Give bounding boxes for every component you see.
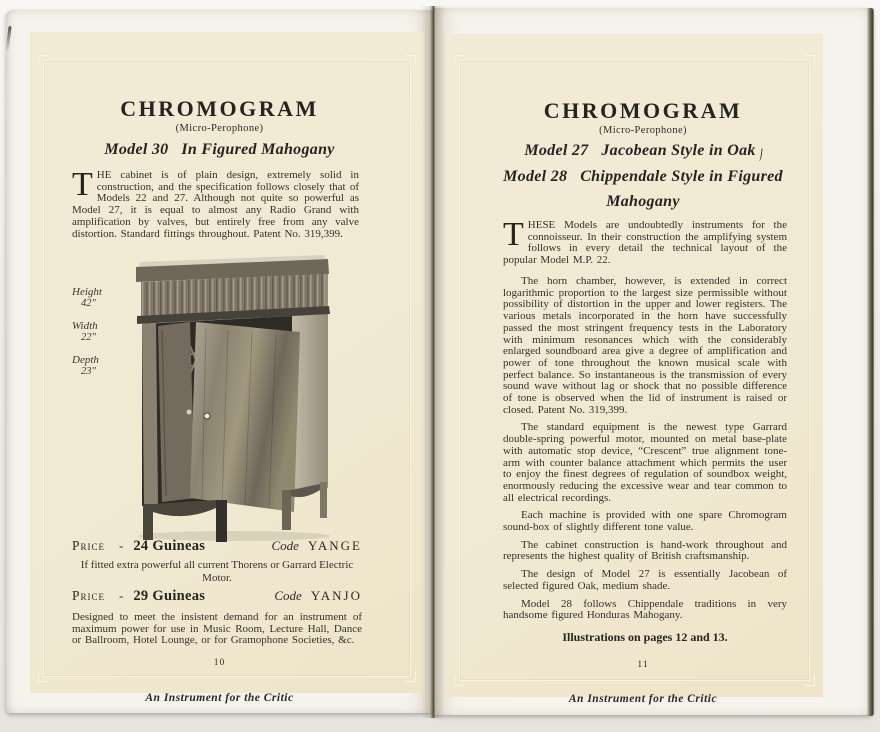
price-amount: 24 Guineas [133, 538, 206, 554]
dimension-label: Depth [72, 354, 99, 366]
paragraph: The cabinet construction is hand-work throughout and represents the highest quality of British craftsmanship. [503, 538, 787, 563]
dimension-value: 42" [81, 298, 96, 309]
page-title: CHROMOGRAM [120, 96, 319, 121]
drop-cap: T [72, 166, 93, 203]
model-heading: Model 30 In Figured Mahogany [104, 141, 335, 158]
frame-corner-ornament [804, 675, 815, 686]
booklet-left-page [6, 10, 433, 713]
dimensions-list [72, 286, 102, 388]
intro-paragraph [72, 166, 359, 240]
code-value: YANGE [307, 538, 362, 553]
drop-cap: T [503, 216, 524, 253]
dimension-row [72, 354, 102, 378]
model-heading [433, 142, 853, 161]
model-28-heading: Model 28 Chippendale Style in Figured [503, 168, 783, 185]
dimension-value: 23" [81, 366, 96, 377]
paragraph: The horn chamber, however, is extended in correct logarithmic proportion to the largest size permissible without possibility of distortion in the upper and lower registers. The various metals incorporated in the horn have successfully passed the most stringent frequency tests in the Laboratory with minimum resonances which with the considerably enlarged soundboard area give a degree of amplification and power of tone throughout the known musical scale with perfect balance. So instantaneous is the transmission of every sound wave without lag or shock that no possible difference of tone is observed when the lid of instrument is raised or closed. Patent No. 319,399. [503, 275, 787, 416]
frame-corner-ornament [454, 675, 465, 686]
frame-corner-ornament [38, 671, 49, 682]
footer-tagline: An Instrument for the Critic [568, 693, 718, 705]
code-value: YANJO [310, 588, 362, 603]
code-label: Code [271, 538, 299, 553]
intro-text: HESE Models are undoubtedly instruments for the connoisseur. In their construction the amplifying system follows in every detail the technical layout of the popular Model M.P. 22. [503, 219, 787, 267]
intro-paragraph [503, 216, 787, 267]
dimension-row [72, 320, 102, 344]
intro-text: HE cabinet is of plain design, extremely solid in construction, and the specification follows closely that of Models 22 and 27. Although not quite so powerful as Model 27, it is equal to almost any Radio Grand with amplification by valves, but entirely free from any valve distortion. Standard fittings throughout. Patent No. 319,399. [72, 169, 359, 240]
dimension-value: 22" [81, 332, 96, 343]
cover-edge [867, 8, 874, 716]
paragraph: The standard equipment is the newest type Garrard double-spring powerful motor, mounted on metal base-plate with automatic stop device, “Crescent” true alignment tone-arm with counter balance attachment which permits the user to enjoy the finest degrees of regulation of soundbox weight, enormously reducing the excessive wear and tear common to all electrical recordings. [503, 421, 787, 504]
frame-corner-ornament [405, 671, 416, 682]
price-label: Price [72, 538, 106, 553]
price-row [72, 538, 362, 555]
footer-tagline: An Instrument for the Critic [145, 692, 294, 704]
price-dash: - [119, 588, 124, 603]
paragraph: Each machine is provided with one spare Chromogram sound-box of slightly different tone value. [503, 509, 787, 534]
dimension-label: Height [72, 286, 102, 298]
page-number: 10 [213, 658, 226, 668]
model-27-heading: Model 27 Jacobean Style in Oak [524, 142, 756, 159]
frame-corner-ornament [38, 55, 49, 66]
pen-mark [757, 148, 762, 161]
code-label: Code [274, 588, 302, 603]
frame-corner-ornament [454, 55, 465, 66]
page-subtitle: (Micro-Perophone) [175, 123, 264, 134]
body-copy [503, 276, 787, 645]
page-number: 11 [637, 660, 649, 670]
model-28-heading-cont: Mahogany [606, 193, 680, 210]
booklet-right-page [433, 8, 873, 715]
dimension-row [72, 286, 102, 310]
cabinet-illustration [132, 250, 344, 542]
frame-corner-ornament [405, 55, 416, 66]
price-amount: 29 Guineas [133, 588, 206, 604]
page-title: CHROMOGRAM [543, 98, 743, 123]
price-row [72, 588, 362, 605]
page-subtitle: (Micro-Perophone) [599, 125, 687, 136]
illustrations-note: Illustrations on pages 12 and 13. [562, 629, 728, 644]
dimension-label: Width [72, 320, 98, 332]
paragraph: Model 28 follows Chippendale traditions in very handsome figured Honduras Mahogany. [503, 597, 787, 622]
price-note: If fitted extra powerful all current Thorens or Garrard Electric Motor. [80, 559, 354, 584]
price-dash: - [119, 538, 124, 553]
closing-paragraph: Designed to meet the insistent demand for an instrument of maximum power for use in Music Room, Lecture Hall, Dance or Ballroom, Hotel Lounge, or for Gramophone Societies, &c. [72, 611, 362, 647]
paragraph: The design of Model 27 is essentially Jacobean of selected figured Oak, medium shade. [503, 568, 787, 592]
frame-corner-ornament [804, 55, 815, 66]
price-label: Price [72, 588, 106, 603]
